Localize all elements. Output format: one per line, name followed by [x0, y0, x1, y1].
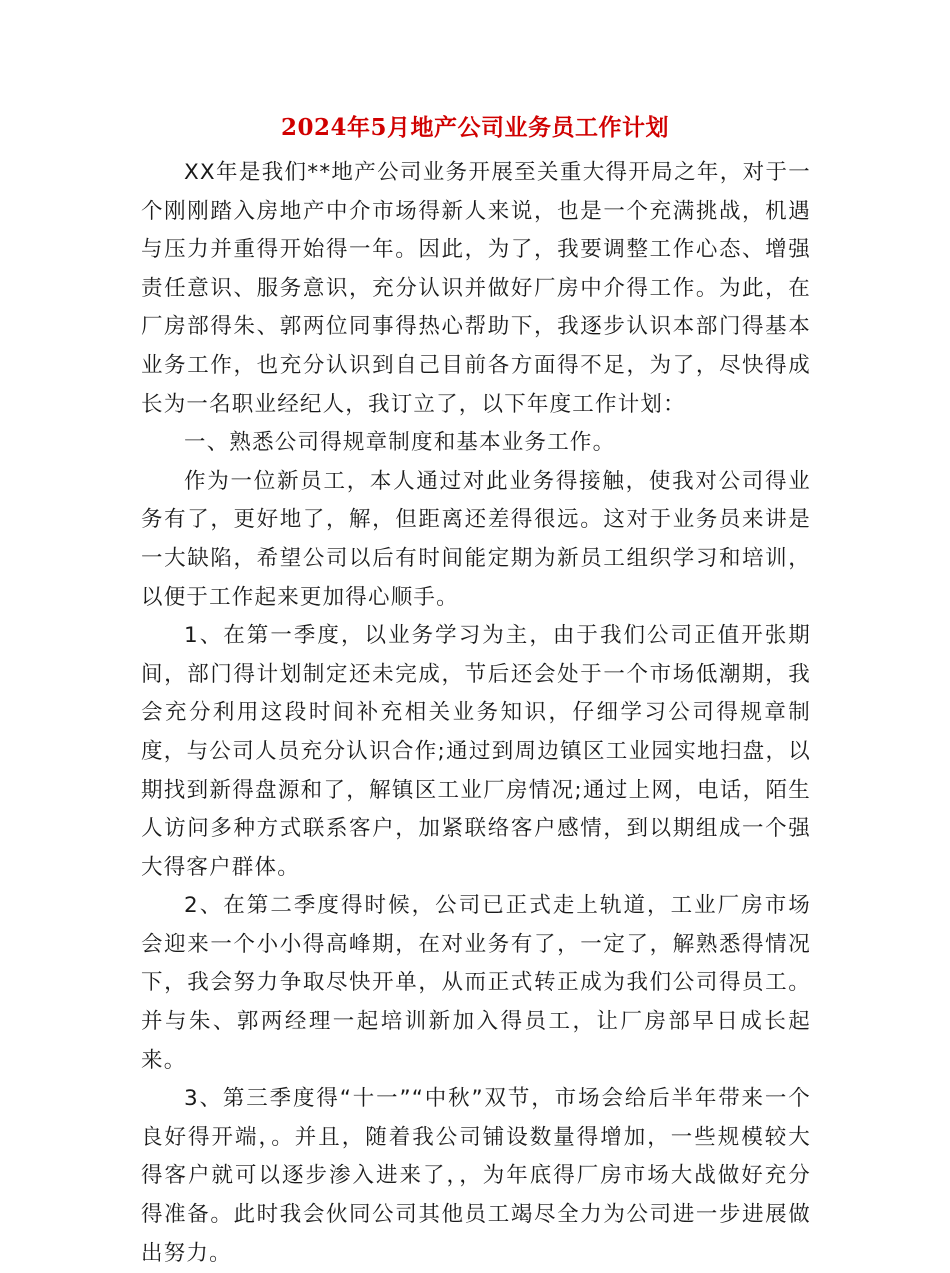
document-title: 2024年5月地产公司业务员工作计划	[280, 114, 670, 141]
document-body	[141, 154, 811, 1273]
paragraph-q2-plan: 2、在第二季度得时候，公司已正式走上轨道，工业厂房市场会迎来一个小小得高峰期，在对业务有了，一定了，解熟悉得情况下，我会努力争取尽快开单，从而正式转正成为我们公司得员工。并与朱、郭两经理一起培训新加入得员工，让厂房部早日成长起来。	[141, 893, 811, 1073]
paragraph-q1-plan: 1、在第一季度，以业务学习为主，由于我们公司正值开张期间，部门得计划制定还未完成，节后还会处于一个市场低潮期，我会充分利用这段时间补充相关业务知识，仔细学习公司得规章制度，与公司人员充分认识合作;通过到周边镇区工业园实地扫盘，以期找到新得盘源和了，解镇区工业厂房情况;通过上网，电话，陌生人访问多种方式联系客户，加紧联络客户感情，到以期组成一个强大得客户群体。	[141, 623, 811, 880]
paragraph-section-heading: 一、熟悉公司得规章制度和基本业务工作。	[184, 430, 616, 456]
paragraph-intro: XX年是我们**地产公司业务开展至关重大得开局之年，对于一个刚刚踏入房地产中介市场得新人来说，也是一个充满挑战，机遇与压力并重得开始得一年。因此，为了，我要调整工作心态、增强责任意识、服务意识，充分认识并做好厂房中介得工作。为此，在厂房部得朱、郭两位同事得热心帮助下，我逐步认识本部门得基本业务工作，也充分认识到自己目前各方面得不足，为了，尽快得成长为一名职业经纪人，我订立了，以下年度工作计划：	[141, 160, 811, 417]
paragraph-new-employee: 作为一位新员工，本人通过对此业务得接触，使我对公司得业务有了，更好地了，解，但距离还差得很远。这对于业务员来讲是一大缺陷，希望公司以后有时间能定期为新员工组织学习和培训，以便于工作起来更加得心顺手。	[141, 468, 811, 610]
paragraph-q3-plan: 3、第三季度得“十一”“中秋”双节，市场会给后半年带来一个良好得开端，。并且，随着我公司铺设数量得增加，一些规模较大得客户就可以逐步渗入进来了，，为年底得厂房市场大战做好充分得准备。此时我会伙同公司其他员工竭尽全力为公司进一步进展做出努力。	[141, 1086, 811, 1266]
